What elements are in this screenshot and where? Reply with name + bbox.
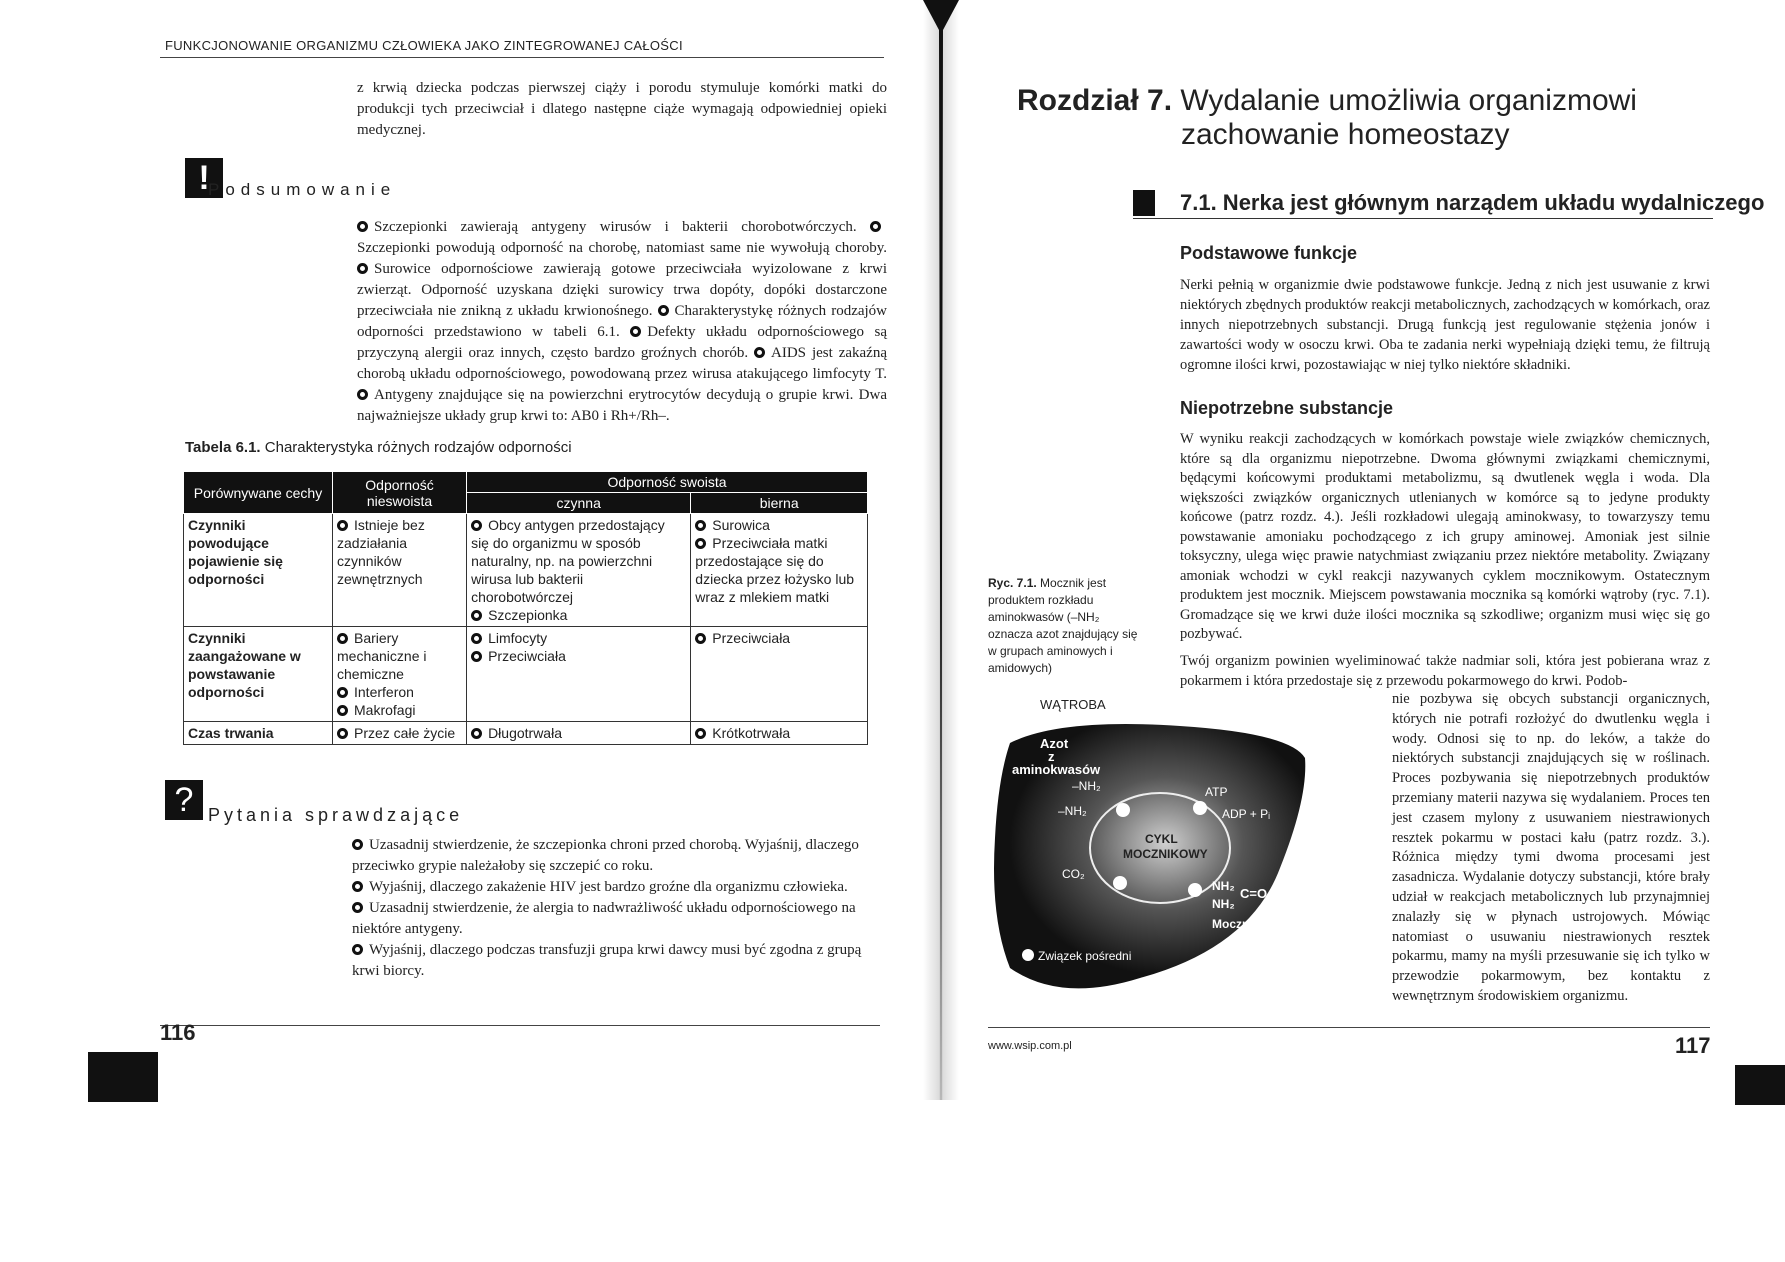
bullet-icon — [337, 633, 348, 644]
intro-paragraph: z krwią dziecka podczas pierwszej ciąży i porodu stymuluje komórki matki do produkcji tych przeciwciał i dlatego następne ciąże wymagają odpowiedniej opieki medycznej. — [357, 80, 887, 138]
paragraph-excretion: nie pozbywa się obcych substancji organicznych, których nie potrafi rozłożyć do dwutlenku węgla i wody. Odnosi się to np. do leków, a także do niektórych substancji znajdujących się w roślinach. Proces pozbywania się niepotrzebnych produktów przemiany materii nazywa się wydalaniem. Proces ten jest czasem mylony z usuwaniem niestrawionych resztek pokarmu w postaci kału (patrz rozdz. 3.). Różnica między tymi dwoma procesami jest zasadnicza. Wydalanie dotyczy substancji, które brały udział w reakcjach metabolicznych lub przynajmniej znalazły się w płynach ustrojowych. Mówiąc natomiast o usuwaniu niestrawionych resztek pokarmu, mamy na myśli przesuwanie się ich tylko w przewodzie pokarmowym, bez kontaktu z wewnętrznym środowiskiem organizmu. — [1392, 691, 1710, 1004]
bullet-icon — [337, 520, 348, 531]
label-intermediate: Związek pośredni — [1038, 949, 1132, 963]
cell-entry: Przeciwciała — [471, 647, 686, 665]
header-innate: Odporność nieswoista — [333, 472, 467, 514]
row-feature: Czynniki zaangażowane w powstawanie odporności — [184, 627, 333, 722]
cell-entry: Obcy antygen przedostający się do organizmu w sposób naturalny, np. na powierzchni wirusa lub bakterii chorobotwórczej — [471, 517, 665, 605]
summary-item: Surowice odpornościowe zawierają gotowe przeciwciała wyizolowane z krwi zwierząt. Odporność uzyskana dzięki surowicy trwa dopóty, dopóki dostarczone przeciwciała nie znikną z układu krwionośnego. — [357, 261, 887, 319]
exclamation-icon: ! — [185, 158, 223, 198]
cell-passive — [691, 722, 868, 745]
urea-cycle-diagram — [990, 718, 1310, 1003]
bullet-icon — [471, 728, 482, 739]
bullet-icon — [695, 633, 706, 644]
cell-entry: Szczepionka — [471, 606, 686, 624]
cell-entry: Przeciwciała matki przedostające się do dziecka przez łożysko lub wraz z mlekiem matki — [695, 535, 855, 605]
bullet-icon — [352, 881, 363, 892]
cell-passive — [691, 514, 868, 627]
bullet-icon — [352, 944, 363, 955]
summary-item: Defekty układu odpornościowego są przyczyną alergii oraz innych, często bardzo groźnych chorób. — [357, 324, 888, 361]
cell-entry: Przez całe życie — [337, 724, 462, 742]
footer-rule — [160, 1025, 880, 1026]
chapter-title-line-1: Wydalanie umożliwia organizmowi — [1180, 84, 1637, 117]
summary-title: Podsumowanie — [208, 180, 397, 199]
cell-innate — [333, 514, 467, 627]
page-number: 117 — [1675, 1033, 1711, 1058]
label-nh2-a: –NH₂ — [1072, 779, 1101, 793]
bullet-icon — [352, 902, 363, 913]
publisher-website: www.wsip.com.pl — [988, 1040, 1072, 1052]
chapter-label: Rozdział 7. — [1017, 84, 1173, 117]
paragraph-substances: W wyniku reakcji zachodzących w komórkach powstaje wiele związków chemicznych, które są dla organizmu niepotrzebne. Dwoma głównymi związkami chemicznymi, będącymi końcowymi produktami metabolizmu, są dwutlenek węgla i woda. Dla większości związków organicznych utlenianych w komórce są to jedyne produkty końcowe (patrz rozdz. 4.). Jeśli rozkładowi ulegają aminokwasy, to towarzyszy temu powstawanie amoniaku pochodzącego z ich grupy aminowej. Amoniak jest silnie toksyczny, ulega więc prawie natychmiast związaniu przez niektóre metabolity. Związany amoniak wchodzi w cykl reakcji nazywanych cyklem mocznikowym. Ostatecznym produktem jest mocznik. Miejscem powstawania mocznika są komórki wątroby (ryc. 7.1). Gromadzące się we krwi duże ilości mocznika są szkodliwe; organizm musi więc się go pozbywać. — [1180, 431, 1710, 642]
label-aminokwasow: aminokwasów — [1012, 762, 1101, 777]
cell-active — [467, 722, 691, 745]
questions-list — [352, 835, 872, 982]
question-item: Uzasadnij stwierdzenie, że alergia to nadwrażliwość układu odpornościowego na niektóre antygeny. — [352, 900, 856, 937]
paragraph-salts: Twój organizm powinien wyeliminować także nadmiar soli, która jest pobierana wraz z pokarmem i która przedostaje się z przewodu pokarmowego do krwi. Podob- — [1180, 653, 1710, 689]
header-rule — [160, 57, 884, 58]
label-cycle-1: CYKL — [1145, 832, 1178, 846]
bullet-icon — [337, 728, 348, 739]
label-azot: Azot — [1040, 736, 1069, 751]
header-adaptive: Odporność swoista — [467, 472, 868, 493]
label-z: z — [1048, 749, 1055, 764]
bullet-icon — [630, 326, 641, 337]
label-urea-1: NH₂ — [1212, 879, 1235, 893]
label-urea-3: NH₂ — [1212, 897, 1235, 911]
section-title: 7.1. Nerka jest głównym narządem układu wydalniczego — [1180, 190, 1765, 215]
header-active: czynna — [467, 493, 691, 514]
cell-entry: Krótkotrwała — [695, 724, 863, 742]
bullet-icon — [357, 263, 368, 274]
cell-active — [467, 514, 691, 627]
intermediate-dot — [1022, 949, 1034, 961]
label-nh2-b: –NH₂ — [1058, 804, 1087, 818]
page-number: 116 — [160, 1020, 196, 1045]
label-adp: ADP + Pᵢ — [1222, 807, 1271, 821]
cell-innate — [333, 722, 467, 745]
summary-item: Charakterystykę różnych rodzajów odporności przedstawiono w tabeli 6.1. — [357, 303, 888, 340]
bullet-icon — [471, 520, 482, 531]
book-spine — [923, 0, 959, 1100]
cycle-node — [1193, 801, 1207, 815]
table-row — [184, 514, 868, 627]
summary-item: Antygeny znajdujące się na powierzchni erytrocytów decydują o grupie krwi. Dwa najważniejsze układy grup krwi to: AB0 i Rh+/Rh–. — [357, 387, 887, 424]
question-item: Wyjaśnij, dlaczego podczas transfuzji grupa krwi dawcy musi być zgodna z grupą krwi biorcy. — [352, 942, 862, 979]
cell-entry: Przeciwciała — [695, 629, 863, 647]
row-feature: Czas trwania — [184, 722, 333, 745]
cell-innate — [333, 627, 467, 722]
section-marker — [1133, 190, 1155, 216]
cycle-node — [1113, 876, 1127, 890]
cell-entry: Bariery mechaniczne i chemiczne — [337, 630, 427, 682]
bullet-icon — [695, 728, 706, 739]
subheading-substances: Niepotrzebne substancje — [1180, 398, 1394, 418]
question-icon: ? — [165, 780, 203, 820]
paragraph-functions: Nerki pełnią w organizmie dwie podstawowe funkcje. Jedną z nich jest usuwanie z krwi niektórych zbędnych produktów reakcji metabolicznych, zachodzących w komórkach, oraz innych niepotrzebnych substancji. Drugą funkcją jest regulowanie stężenia jonów i zawartości wody w osoczu krwi. Oba te zadania nerki wypełniają dzięki temu, że filtrują ogromne ilości krwi, pozostawiając w niej tylko niektóre składniki. — [1180, 277, 1710, 373]
label-co2: CO₂ — [1062, 867, 1085, 881]
summary-list — [357, 217, 887, 427]
table-row — [184, 627, 868, 722]
summary-item: AIDS jest zakaźną chorobą układu odpornościowego, powodowaną przez wirusa atakującego limfocyty T. — [357, 345, 887, 382]
cell-passive — [691, 627, 868, 722]
running-header: FUNKCJONOWANIE ORGANIZMU CZŁOWIEKA JAKO ZINTEGROWANEJ CAŁOŚCI — [165, 38, 683, 53]
chapter-heading — [1017, 84, 1637, 152]
cell-active — [467, 627, 691, 722]
bullet-icon — [471, 610, 482, 621]
cell-entry: Limfocyty — [471, 629, 686, 647]
label-urea-2: C=O — [1240, 886, 1268, 901]
bullet-icon — [337, 687, 348, 698]
cell-entry: Surowica — [695, 516, 863, 534]
bullet-icon — [337, 705, 348, 716]
figure-caption: Ryc. 7.1. Mocznik jest produktem rozkładu aminokwasów (–NH₂ oznacza azot znajdujący się w grupach aminowych i amidowych) — [988, 576, 1138, 675]
cycle-node — [1188, 883, 1202, 897]
bullet-icon — [658, 305, 669, 316]
label-mocznik: Mocznik — [1212, 917, 1260, 931]
section-rule — [1133, 218, 1713, 219]
bullet-icon — [357, 389, 368, 400]
table-body — [184, 514, 868, 745]
bullet-icon — [352, 839, 363, 850]
cell-entry: Interferon — [337, 683, 462, 701]
header-compare: Porównywane cechy — [184, 472, 333, 514]
header-passive: bierna — [691, 493, 868, 514]
corner-mark — [88, 1052, 158, 1102]
subheading-functions: Podstawowe funkcje — [1180, 243, 1358, 263]
liver-label: WĄTROBA — [1040, 697, 1106, 712]
row-feature: Czynniki powodujące pojawienie się odporności — [184, 514, 333, 627]
cell-entry: Makrofagi — [337, 701, 462, 719]
bullet-icon — [471, 633, 482, 644]
bullet-icon — [357, 221, 368, 232]
summary-item: Szczepionki zawierają antygeny wirusów i bakterii chorobotwórczych. — [357, 219, 857, 235]
immunity-table — [183, 471, 868, 745]
corner-mark — [1735, 1065, 1785, 1105]
cell-entry: Istnieje bez zadziałania czynników zewnętrznych — [337, 517, 425, 587]
bullet-icon — [695, 538, 706, 549]
summary-item: Szczepionki powodują odporność na chorobę, natomiast same nie wywołują choroby. — [357, 219, 887, 256]
chapter-title-line-2: zachowanie homeostazy — [1181, 118, 1510, 151]
table-row — [184, 722, 868, 745]
cell-entry: Długotrwała — [471, 724, 686, 742]
footer-rule — [988, 1027, 1710, 1028]
questions-title: Pytania sprawdzające — [208, 805, 464, 825]
bullet-icon — [754, 347, 765, 358]
bullet-icon — [870, 221, 881, 232]
bullet-icon — [695, 520, 706, 531]
cycle-node — [1116, 803, 1130, 817]
label-atp: ATP — [1205, 785, 1228, 799]
question-item: Wyjaśnij, dlaczego zakażenie HIV jest bardzo groźne dla organizmu człowieka. — [352, 877, 872, 898]
bullet-icon — [471, 651, 482, 662]
table-caption: Tabela 6.1. Charakterystyka różnych rodzajów odporności — [185, 439, 572, 456]
label-cycle-2: MOCZNIKOWY — [1123, 847, 1208, 861]
question-item: Uzasadnij stwierdzenie, że szczepionka chroni przed chorobą. Wyjaśnij, dlaczego przeciwko grypie należałoby się szczepić co roku. — [352, 837, 859, 874]
